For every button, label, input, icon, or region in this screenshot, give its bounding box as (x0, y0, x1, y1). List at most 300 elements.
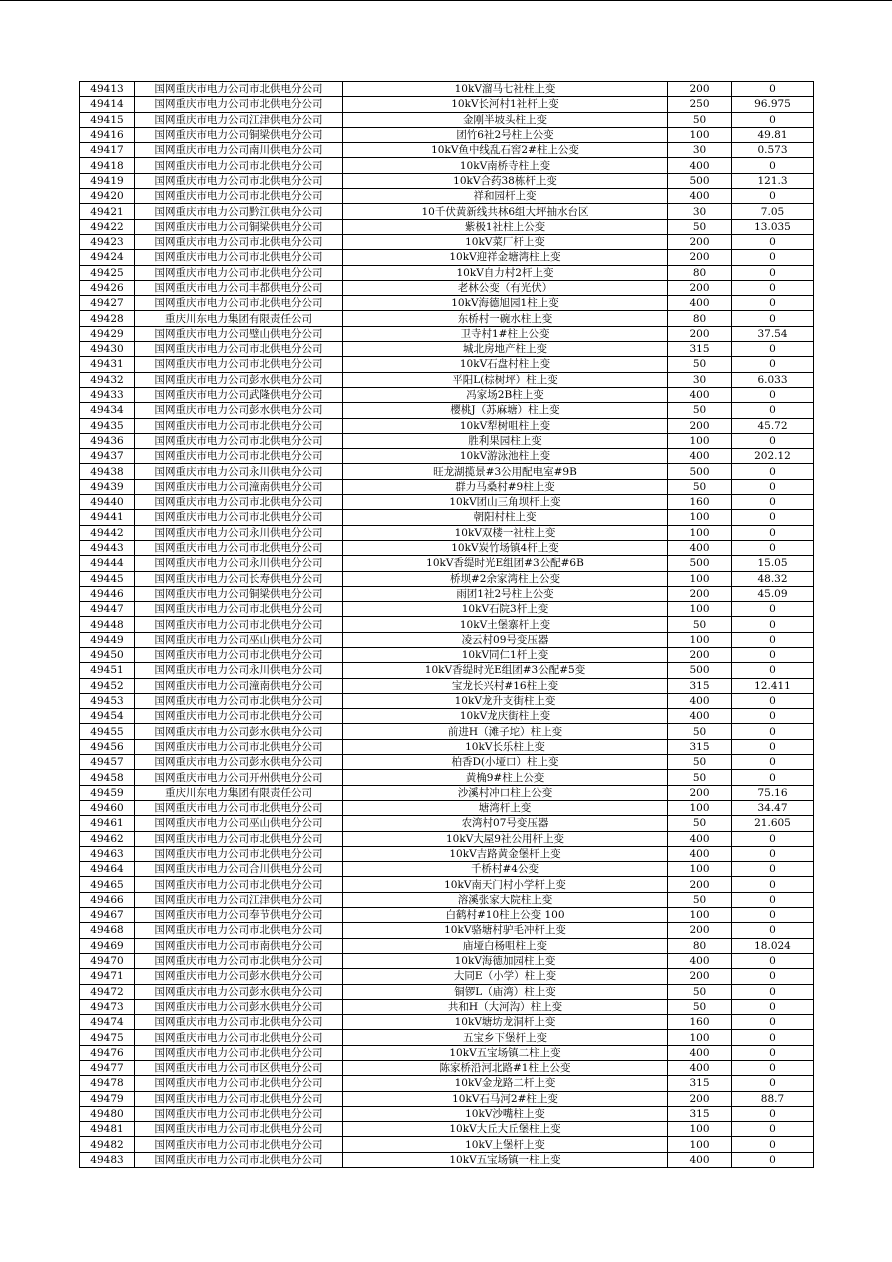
transformer-name-cell: 10kV游泳池柱上变 (343, 449, 668, 464)
company-cell: 重庆川东电力集团有限责任公司 (135, 785, 343, 800)
table-row (80, 433, 814, 448)
company-cell: 国网重庆市电力公司彭水供电分公司 (135, 755, 343, 770)
transformer-name-cell: 10kV塘坊龙洞杆上变 (343, 1015, 668, 1030)
transformer-name-cell: 10kV犁树咀柱上变 (343, 418, 668, 433)
company-cell: 国网重庆市电力公司市北供电分公司 (135, 173, 343, 188)
capacity-cell: 200 (668, 923, 732, 938)
row-number-cell: 49437 (80, 449, 135, 464)
capacity-cell: 200 (668, 234, 732, 249)
table-row (80, 342, 814, 357)
value-cell: 12.411 (732, 678, 814, 693)
table-row (80, 1015, 814, 1030)
row-number-cell: 49466 (80, 892, 135, 907)
row-number-cell: 49435 (80, 418, 135, 433)
value-cell: 0 (732, 540, 814, 555)
company-cell: 国网重庆市电力公司江津供电分公司 (135, 112, 343, 127)
capacity-cell: 30 (668, 143, 732, 158)
transformer-name-cell: 10kV大屋9社公用杆上变 (343, 831, 668, 846)
capacity-cell: 200 (668, 586, 732, 601)
value-cell: 0 (732, 892, 814, 907)
table-row (80, 112, 814, 127)
company-cell: 国网重庆市电力公司市北供电分公司 (135, 357, 343, 372)
row-number-cell: 49470 (80, 953, 135, 968)
table-body (80, 82, 814, 1168)
capacity-cell: 100 (668, 571, 732, 586)
table-row (80, 709, 814, 724)
table-row (80, 617, 814, 632)
row-number-cell: 49472 (80, 984, 135, 999)
value-cell: 75.16 (732, 785, 814, 800)
company-cell: 国网重庆市电力公司市北供电分公司 (135, 158, 343, 173)
table-row (80, 1106, 814, 1121)
transformer-name-cell: 樱桃J（苏麻塘）柱上变 (343, 403, 668, 418)
company-cell: 国网重庆市电力公司市北供电分公司 (135, 953, 343, 968)
company-cell: 国网重庆市电力公司彭水供电分公司 (135, 403, 343, 418)
row-number-cell: 49477 (80, 1061, 135, 1076)
value-cell: 49.81 (732, 127, 814, 142)
transformer-name-cell: 10kV团山三角坝杆上变 (343, 495, 668, 510)
value-cell: 48.32 (732, 571, 814, 586)
table-row (80, 877, 814, 892)
table-row (80, 1045, 814, 1060)
table-row (80, 800, 814, 815)
transformer-name-cell: 凌云村09号变压器 (343, 632, 668, 647)
value-cell: 0 (732, 280, 814, 295)
table-row (80, 755, 814, 770)
transformer-name-cell: 10kV合药38栋杆上变 (343, 173, 668, 188)
capacity-cell: 200 (668, 969, 732, 984)
company-cell: 国网重庆市电力公司市北供电分公司 (135, 97, 343, 112)
transformer-name-cell: 10kV海德加园柱上变 (343, 953, 668, 968)
row-number-cell: 49429 (80, 326, 135, 341)
company-cell: 国网重庆市电力公司市北供电分公司 (135, 923, 343, 938)
table-row (80, 525, 814, 540)
row-number-cell: 49464 (80, 862, 135, 877)
company-cell: 国网重庆市电力公司永川供电分公司 (135, 464, 343, 479)
value-cell: 0 (732, 1015, 814, 1030)
table-row (80, 938, 814, 953)
value-cell: 0 (732, 1152, 814, 1167)
table-row (80, 296, 814, 311)
company-cell: 国网重庆市电力公司永川供电分公司 (135, 663, 343, 678)
transformer-name-cell: 千桥村#4公变 (343, 862, 668, 877)
transformer-name-cell: 10kV同仁1杆上变 (343, 647, 668, 662)
capacity-cell: 100 (668, 632, 732, 647)
table-row (80, 770, 814, 785)
company-cell: 国网重庆市电力公司江津供电分公司 (135, 892, 343, 907)
capacity-cell: 200 (668, 280, 732, 295)
capacity-cell: 100 (668, 1030, 732, 1045)
value-cell: 0 (732, 464, 814, 479)
row-number-cell: 49432 (80, 372, 135, 387)
table-row (80, 816, 814, 831)
row-number-cell: 49434 (80, 403, 135, 418)
table-row (80, 1091, 814, 1106)
value-cell: 15.05 (732, 556, 814, 571)
value-cell: 0 (732, 663, 814, 678)
transformer-name-cell: 铜锣L（庙湾）柱上变 (343, 984, 668, 999)
data-sheet (79, 81, 814, 1168)
row-number-cell: 49439 (80, 479, 135, 494)
row-number-cell: 49481 (80, 1122, 135, 1137)
company-cell: 国网重庆市电力公司市北供电分公司 (135, 800, 343, 815)
company-cell: 国网重庆市电力公司市区供电分公司 (135, 1061, 343, 1076)
transformer-name-cell: 10kV南桥寺柱上变 (343, 158, 668, 173)
table-row (80, 846, 814, 861)
capacity-cell: 400 (668, 953, 732, 968)
value-cell: 0 (732, 1061, 814, 1076)
transformer-name-cell: 10kV长乐柱上变 (343, 739, 668, 754)
capacity-cell: 50 (668, 724, 732, 739)
transformer-name-cell: 10kV沙嘴柱上变 (343, 1106, 668, 1121)
table-row (80, 632, 814, 647)
table-row (80, 234, 814, 249)
table-row (80, 785, 814, 800)
transformer-name-cell: 溶溪张家大院柱上变 (343, 892, 668, 907)
capacity-cell: 200 (668, 82, 732, 97)
transformer-name-cell: 黄桷9#柱上公变 (343, 770, 668, 785)
company-cell: 国网重庆市电力公司市北供电分公司 (135, 342, 343, 357)
table-row (80, 372, 814, 387)
company-cell: 国网重庆市电力公司市北供电分公司 (135, 296, 343, 311)
transformer-name-cell: 平阳L(棕树坪）柱上变 (343, 372, 668, 387)
value-cell: 0 (732, 1106, 814, 1121)
capacity-cell: 200 (668, 250, 732, 265)
table-row (80, 923, 814, 938)
value-cell: 0 (732, 82, 814, 97)
value-cell: 0 (732, 632, 814, 647)
value-cell: 0 (732, 296, 814, 311)
value-cell: 0 (732, 342, 814, 357)
row-number-cell: 49456 (80, 739, 135, 754)
company-cell: 国网重庆市电力公司市北供电分公司 (135, 1106, 343, 1121)
value-cell: 0 (732, 770, 814, 785)
transformer-name-cell: 雨团1社2号柱上公变 (343, 586, 668, 601)
table-row (80, 204, 814, 219)
company-cell: 国网重庆市电力公司市北供电分公司 (135, 693, 343, 708)
transformer-name-cell: 东桥村一碗水柱上变 (343, 311, 668, 326)
capacity-cell: 50 (668, 357, 732, 372)
capacity-cell: 200 (668, 418, 732, 433)
row-number-cell: 49430 (80, 342, 135, 357)
company-cell: 国网重庆市电力公司璧山供电分公司 (135, 326, 343, 341)
transformer-name-cell: 10kV五宝场镇一柱上变 (343, 1152, 668, 1167)
value-cell: 0 (732, 846, 814, 861)
capacity-cell: 400 (668, 693, 732, 708)
row-number-cell: 49446 (80, 586, 135, 601)
row-number-cell: 49452 (80, 678, 135, 693)
value-cell: 0 (732, 693, 814, 708)
transformer-name-cell: 共和H（大河沟）柱上变 (343, 999, 668, 1014)
capacity-cell: 400 (668, 540, 732, 555)
value-cell: 0 (732, 999, 814, 1014)
table-row (80, 265, 814, 280)
transformer-name-cell: 10kV长河村1社杆上变 (343, 97, 668, 112)
capacity-cell: 400 (668, 1152, 732, 1167)
row-number-cell: 49457 (80, 755, 135, 770)
company-cell: 国网重庆市电力公司市北供电分公司 (135, 250, 343, 265)
transformer-name-cell: 10kV龙庆街柱上变 (343, 709, 668, 724)
transformer-name-cell: 10kV南天门村小学杆上变 (343, 877, 668, 892)
transformer-name-cell: 10kV双楼一社柱上变 (343, 525, 668, 540)
table-row (80, 693, 814, 708)
transformer-name-cell: 胜利果园柱上变 (343, 433, 668, 448)
capacity-cell: 50 (668, 219, 732, 234)
table-row (80, 647, 814, 662)
company-cell: 国网重庆市电力公司市北供电分公司 (135, 1122, 343, 1137)
company-cell: 国网重庆市电力公司市北供电分公司 (135, 877, 343, 892)
table-row (80, 127, 814, 142)
company-cell: 国网重庆市电力公司市北供电分公司 (135, 189, 343, 204)
row-number-cell: 49475 (80, 1030, 135, 1045)
company-cell: 国网重庆市电力公司永川供电分公司 (135, 556, 343, 571)
value-cell: 0 (732, 739, 814, 754)
value-cell: 0 (732, 647, 814, 662)
capacity-cell: 400 (668, 831, 732, 846)
row-number-cell: 49458 (80, 770, 135, 785)
value-cell: 34.47 (732, 800, 814, 815)
table-row (80, 556, 814, 571)
table-row (80, 1122, 814, 1137)
table-row (80, 311, 814, 326)
table-row (80, 510, 814, 525)
value-cell: 202.12 (732, 449, 814, 464)
table-row (80, 892, 814, 907)
company-cell: 国网重庆市电力公司南川供电分公司 (135, 143, 343, 158)
company-cell: 国网重庆市电力公司市南供电分公司 (135, 938, 343, 953)
table-row (80, 189, 814, 204)
capacity-cell: 50 (668, 770, 732, 785)
table-row (80, 984, 814, 999)
transformer-name-cell: 金刚半坡头柱上变 (343, 112, 668, 127)
row-number-cell: 49463 (80, 846, 135, 861)
row-number-cell: 49436 (80, 433, 135, 448)
row-number-cell: 49473 (80, 999, 135, 1014)
transformer-name-cell: 桥坝#2余家湾柱上公变 (343, 571, 668, 586)
table-row (80, 1152, 814, 1167)
capacity-cell: 30 (668, 204, 732, 219)
capacity-cell: 100 (668, 1122, 732, 1137)
row-number-cell: 49462 (80, 831, 135, 846)
table-row (80, 602, 814, 617)
transformer-name-cell: 白鹤村#10柱上公变 100 (343, 908, 668, 923)
table-row (80, 387, 814, 402)
transformer-name-cell: 10kV金龙路二杆上变 (343, 1076, 668, 1091)
capacity-cell: 50 (668, 403, 732, 418)
capacity-cell: 30 (668, 372, 732, 387)
value-cell: 0 (732, 479, 814, 494)
transformer-name-cell: 塘湾杆上变 (343, 800, 668, 815)
table-row (80, 862, 814, 877)
capacity-cell: 315 (668, 1076, 732, 1091)
row-number-cell: 49415 (80, 112, 135, 127)
transformer-name-cell: 城北房地产柱上变 (343, 342, 668, 357)
transformer-name-cell: 10kV溜马七社柱上变 (343, 82, 668, 97)
transformer-name-cell: 沙溪村冲口柱上公变 (343, 785, 668, 800)
company-cell: 国网重庆市电力公司彭水供电分公司 (135, 969, 343, 984)
table-row (80, 1137, 814, 1152)
capacity-cell: 200 (668, 1091, 732, 1106)
row-number-cell: 49441 (80, 510, 135, 525)
value-cell: 13.035 (732, 219, 814, 234)
capacity-cell: 315 (668, 342, 732, 357)
capacity-cell: 100 (668, 908, 732, 923)
capacity-cell: 400 (668, 387, 732, 402)
transformer-name-cell: 五宝乡下堡杆上变 (343, 1030, 668, 1045)
row-number-cell: 49448 (80, 617, 135, 632)
value-cell: 0 (732, 1045, 814, 1060)
transformer-name-cell: 10kV上堡杆上变 (343, 1137, 668, 1152)
row-number-cell: 49445 (80, 571, 135, 586)
value-cell: 0 (732, 984, 814, 999)
row-number-cell: 49420 (80, 189, 135, 204)
transformer-name-cell: 10kV香缇时光E组团#3公配#5变 (343, 663, 668, 678)
transformer-name-cell: 10kV菜厂杆上变 (343, 234, 668, 249)
transformer-name-cell: 老林公变（有光伏） (343, 280, 668, 295)
row-number-cell: 49416 (80, 127, 135, 142)
value-cell: 0 (732, 510, 814, 525)
capacity-cell: 160 (668, 495, 732, 510)
transformer-name-cell: 冯家场2B柱上变 (343, 387, 668, 402)
row-number-cell: 49414 (80, 97, 135, 112)
value-cell: 96.975 (732, 97, 814, 112)
capacity-cell: 50 (668, 892, 732, 907)
capacity-cell: 50 (668, 999, 732, 1014)
transformer-name-cell: 10kV吉路黄金堡杆上变 (343, 846, 668, 861)
capacity-cell: 160 (668, 1015, 732, 1030)
value-cell: 0 (732, 158, 814, 173)
table-row (80, 403, 814, 418)
capacity-cell: 200 (668, 647, 732, 662)
capacity-cell: 50 (668, 755, 732, 770)
company-cell: 国网重庆市电力公司长寿供电分公司 (135, 571, 343, 586)
company-cell: 国网重庆市电力公司铜梁供电分公司 (135, 219, 343, 234)
value-cell: 0.573 (732, 143, 814, 158)
table-row (80, 663, 814, 678)
company-cell: 国网重庆市电力公司市北供电分公司 (135, 831, 343, 846)
transformer-name-cell: 10kV五宝场镇二柱上变 (343, 1045, 668, 1060)
transformer-name-cell: 陈家桥沿河北路#1柱上公变 (343, 1061, 668, 1076)
row-number-cell: 49422 (80, 219, 135, 234)
table-row (80, 464, 814, 479)
capacity-cell: 50 (668, 112, 732, 127)
row-number-cell: 49483 (80, 1152, 135, 1167)
company-cell: 国网重庆市电力公司市北供电分公司 (135, 82, 343, 97)
table-row (80, 479, 814, 494)
value-cell: 6.033 (732, 372, 814, 387)
table-row (80, 173, 814, 188)
company-cell: 国网重庆市电力公司铜梁供电分公司 (135, 127, 343, 142)
value-cell: 0 (732, 862, 814, 877)
row-number-cell: 49478 (80, 1076, 135, 1091)
value-cell: 0 (732, 250, 814, 265)
row-number-cell: 49428 (80, 311, 135, 326)
value-cell: 0 (732, 877, 814, 892)
value-cell: 0 (732, 403, 814, 418)
capacity-cell: 400 (668, 158, 732, 173)
transformer-name-cell: 群力马桑村#9柱上变 (343, 479, 668, 494)
capacity-cell: 315 (668, 1106, 732, 1121)
company-cell: 国网重庆市电力公司彭水供电分公司 (135, 984, 343, 999)
capacity-cell: 100 (668, 602, 732, 617)
capacity-cell: 80 (668, 938, 732, 953)
table-row (80, 418, 814, 433)
company-cell: 国网重庆市电力公司市北供电分公司 (135, 433, 343, 448)
row-number-cell: 49426 (80, 280, 135, 295)
transformer-name-cell: 10千伏黄新线共林6组大坪抽水台区 (343, 204, 668, 219)
value-cell: 0 (732, 112, 814, 127)
transformer-name-cell: 祥和园杆上变 (343, 189, 668, 204)
company-cell: 国网重庆市电力公司市北供电分公司 (135, 602, 343, 617)
capacity-cell: 400 (668, 189, 732, 204)
transformer-table (79, 81, 814, 1168)
row-number-cell: 49433 (80, 387, 135, 402)
table-row (80, 739, 814, 754)
row-number-cell: 49425 (80, 265, 135, 280)
transformer-name-cell: 10kV海德旭园1柱上变 (343, 296, 668, 311)
table-row (80, 97, 814, 112)
capacity-cell: 100 (668, 127, 732, 142)
company-cell: 国网重庆市电力公司巫山供电分公司 (135, 816, 343, 831)
row-number-cell: 49479 (80, 1091, 135, 1106)
value-cell: 18.024 (732, 938, 814, 953)
row-number-cell: 49471 (80, 969, 135, 984)
transformer-name-cell: 庙垭白杨咀柱上变 (343, 938, 668, 953)
value-cell: 0 (732, 1076, 814, 1091)
value-cell: 0 (732, 602, 814, 617)
transformer-name-cell: 朝阳村柱上变 (343, 510, 668, 525)
value-cell: 37.54 (732, 326, 814, 341)
value-cell: 0 (732, 923, 814, 938)
company-cell: 国网重庆市电力公司市北供电分公司 (135, 846, 343, 861)
capacity-cell: 100 (668, 510, 732, 525)
capacity-cell: 100 (668, 433, 732, 448)
transformer-name-cell: 10kV石院3杆上变 (343, 602, 668, 617)
capacity-cell: 80 (668, 311, 732, 326)
page-top-rule (0, 0, 892, 1)
company-cell: 国网重庆市电力公司铜梁供电分公司 (135, 586, 343, 601)
company-cell: 国网重庆市电力公司市北供电分公司 (135, 234, 343, 249)
capacity-cell: 200 (668, 877, 732, 892)
company-cell: 国网重庆市电力公司市北供电分公司 (135, 449, 343, 464)
row-number-cell: 49413 (80, 82, 135, 97)
capacity-cell: 50 (668, 984, 732, 999)
capacity-cell: 200 (668, 785, 732, 800)
transformer-name-cell: 10kV香缇时光E组团#3公配#6B (343, 556, 668, 571)
value-cell: 0 (732, 433, 814, 448)
transformer-name-cell: 旺龙湖揽景#3公用配电室#9B (343, 464, 668, 479)
capacity-cell: 500 (668, 556, 732, 571)
transformer-name-cell: 团竹6社2号柱上公变 (343, 127, 668, 142)
company-cell: 国网重庆市电力公司彭水供电分公司 (135, 999, 343, 1014)
table-row (80, 540, 814, 555)
row-number-cell: 49467 (80, 908, 135, 923)
row-number-cell: 49421 (80, 204, 135, 219)
row-number-cell: 49451 (80, 663, 135, 678)
capacity-cell: 400 (668, 1045, 732, 1060)
company-cell: 国网重庆市电力公司市北供电分公司 (135, 1152, 343, 1167)
capacity-cell: 100 (668, 862, 732, 877)
table-row (80, 143, 814, 158)
transformer-name-cell: 10kV骆塘村驴毛冲杆上变 (343, 923, 668, 938)
row-number-cell: 49438 (80, 464, 135, 479)
transformer-name-cell: 10kV自力村2杆上变 (343, 265, 668, 280)
row-number-cell: 49419 (80, 173, 135, 188)
row-number-cell: 49417 (80, 143, 135, 158)
capacity-cell: 400 (668, 449, 732, 464)
row-number-cell: 49449 (80, 632, 135, 647)
value-cell: 0 (732, 1137, 814, 1152)
